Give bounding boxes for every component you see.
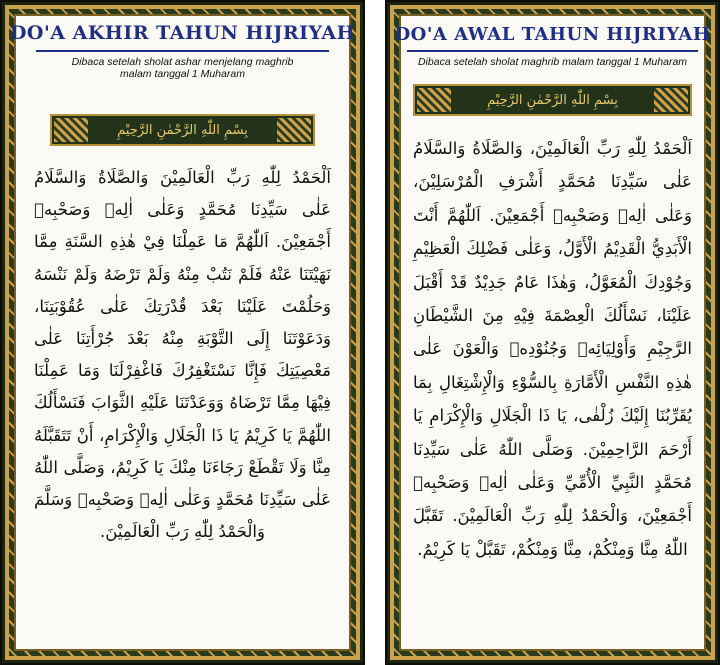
basmala-text: بِسْمِ اللّٰهِ الرَّحْمٰنِ الرَّحِيْمِ: [117, 122, 248, 138]
title-underline: [36, 50, 329, 52]
prayer-text: اَلْحَمْدُ لِلّٰهِ رَبِّ الْعَالَمِيْنَ وَالصَّلَاةُ وَالسَّلَامُ عَلٰى سَيِّدِنَا مُحَمَّدٍ وَعَلٰى اٰلِهٖ وَصَحْبِهٖ أَجْمَعِيْنَ. اَللّٰهُمَّ مَا عَمِلْنَا فِيْ هٰذِهِ السَّنَةِ مِمَّا نَهَيْتَنَا عَنْهُ فَلَمْ نَتُبْ مِنْهُ وَلَمْ تَرْضَهُ وَلَمْ نَنْسَهُ وَحَلُمْتَ عَلَيْنَا بَعْدَ قُدْرَتِكَ عَلٰى عُقُوْبَتِنَا، وَدَعَوْتَنَا إِلَى التَّوْبَةِ مِنْهُ بَعْدَ جُرْأَتِنَا عَلٰى مَعْصِيَتِكَ فَإِنَّا نَسْتَغْفِرُكَ فَاغْفِرْلَنَا وَمَا عَمِلْنَا فِيْهَا مِمَّا تَرْضَاهُ وَوَعَدْتَنَا عَلَيْهِ الثَّوَابَ فَنَسْأَلُكَ اللّٰهُمَّ يَا كَرِيْمُ يَا ذَا الْجَلَالِ وَالْإِكْرَامِ، أَنْ تَتَقَبَّلَهُ مِنَّا وَلَا تَقْطَعْ رَجَاءَنَا مِنْكَ يَا كَرِيْمُ، وَصَلَّى اللّٰهُ عَلٰى سَيِّدِنَا مُحَمَّدٍ وَعَلٰى اٰلِهٖ وَصَحْبِهٖ وَسَلَّمَ وَالْحَمْدُ لِلّٰهِ رَبِّ الْعَالَمِيْنَ.: [34, 168, 331, 542]
subtitle-line-1: Dibaca setelah sholat maghrib malam tanggal 1 Muharam: [417, 56, 688, 68]
card-title: DO'A AWAL TAHUN HIJRIYAH: [394, 24, 711, 45]
card-title: DO'A AKHIR TAHUN HIJRIYAH: [9, 22, 356, 44]
card-subtitle: [0, 56, 365, 80]
basmala-banner: [413, 84, 692, 116]
basmala-banner: [50, 114, 315, 146]
subtitle-line-1: Dibaca setelah sholat ashar menjelang maghrib: [71, 56, 294, 68]
subtitle-line-2: malam tanggal 1 Muharam: [120, 68, 245, 80]
doa-awal-tahun-card: [385, 0, 720, 665]
card-subtitle: [385, 56, 720, 68]
title-underline: [407, 50, 698, 52]
prayer-text: اَلْحَمْدُ لِلّٰهِ رَبِّ الْعَالَمِيْنَ، وَالصَّلَاةُ وَالسَّلَامُ عَلٰى سَيِّدِنَا مُحَمَّدٍ أَشْرَفِ الْمُرْسَلِيْنَ، وَعَلٰى اٰلِهٖ وَصَحْبِهٖ أَجْمَعِيْنَ. اَللّٰهُمَّ أَنْتَ الْأَبَدِيُّ الْقَدِيْمُ الْأَوَّلُ، وَعَلٰى فَضْلِكَ الْعَظِيْمِ وَجُوْدِكَ الْمُعَوَّلُ، وَهٰذَا عَامٌ جَدِيْدٌ قَدْ أَقْبَلَ عَلَيْنَا، نَسْأَلُكَ الْعِصْمَةَ فِيْهِ مِنَ الشَّيْطَانِ الرَّجِيْمِ وَأَوْلِيَائِهٖ وَجُنُوْدِهٖ وَالْعَوْنَ عَلٰى هٰذِهِ النَّفْسِ الْأَمَّارَةِ بِالسُّوْءِ وَالْإِشْتِغَالِ بِمَا يُقَرِّبُنَا إِلَيْكَ زُلْفٰى، يَا ذَا الْجَلَالِ وَالْإِكْرَامِ يَا أَرْحَمَ الرَّاحِمِيْنَ. وَصَلَّى اللّٰهُ عَلٰى سَيِّدِنَا مُحَمَّدٍ النَّبِيِّ الْأُمِّيِّ وَعَلٰى اٰلِهٖ وَصَحْبِهٖ أَجْمَعِيْنَ، وَالْحَمْدُ لِلّٰهِ رَبِّ الْعَالَمِيْنَ. تَقَبَّلَ اللّٰهُ مِنَّا وَمِنْكُمْ، مِنَّا وَمِنْكُمْ، تَقَبَّلْ يَا كَرِيْمُ.: [413, 139, 692, 559]
basmala-text: بِسْمِ اللّٰهِ الرَّحْمٰنِ الرَّحِيْمِ: [487, 92, 618, 108]
